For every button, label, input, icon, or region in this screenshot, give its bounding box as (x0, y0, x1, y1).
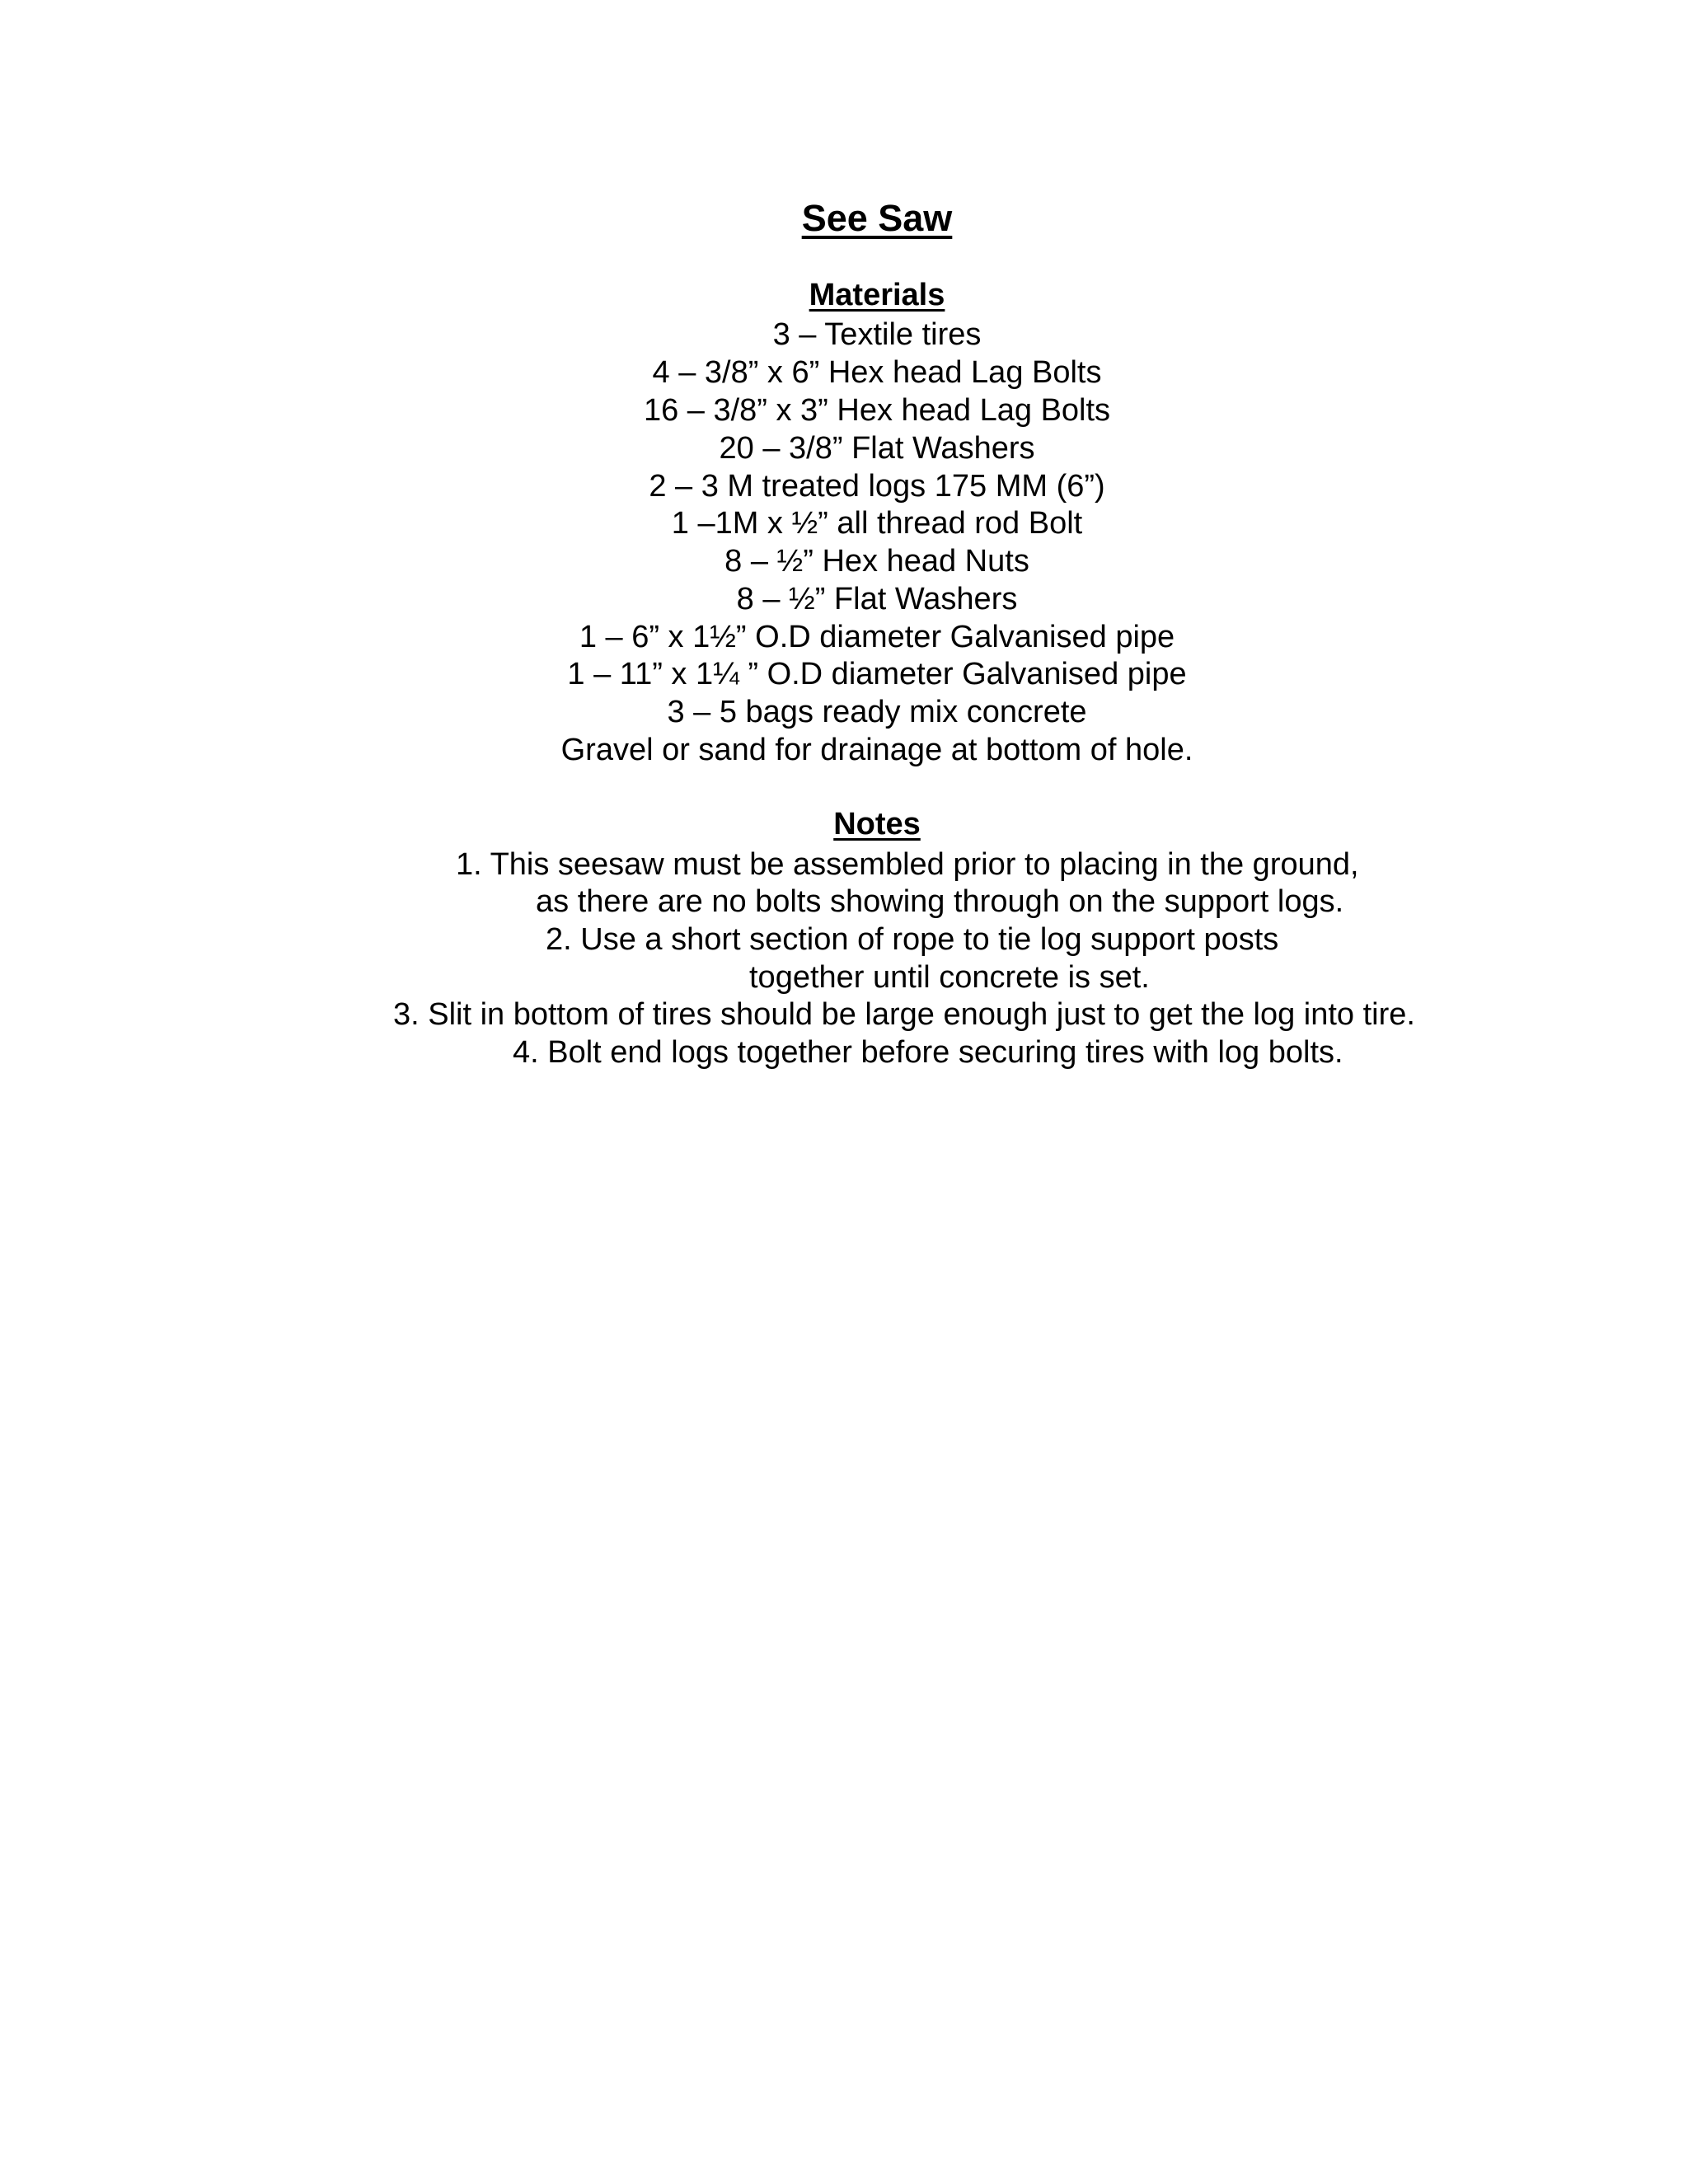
materials-item: 1 –1M x ½” all thread rod Bolt (671, 506, 1083, 541)
materials-heading: Materials (809, 278, 945, 312)
note-line: 1. This seesaw must be assembled prior to placing in the ground, (456, 847, 1359, 882)
note-line: 2. Use a short section of rope to tie log support posts (546, 922, 1279, 957)
document-title: See Saw (801, 197, 953, 239)
note-line: as there are no bolts showing through on the support logs. (536, 884, 1344, 919)
materials-item: 16 – 3/8” x 3” Hex head Lag Bolts (643, 393, 1111, 428)
materials-item: 1 – 6” x 1½” O.D diameter Galvanised pipe (579, 620, 1175, 654)
materials-item: 8 – ½” Hex head Nuts (724, 544, 1029, 579)
note-line: 3. Slit in bottom of tires should be large enough just to get the log into tire. (393, 997, 1415, 1032)
materials-item: 3 – Textile tires (772, 317, 982, 352)
materials-item: 20 – 3/8” Flat Washers (719, 431, 1035, 466)
materials-item: Gravel or sand for drainage at bottom of hole. (560, 733, 1193, 767)
notes-heading: Notes (833, 807, 921, 841)
note-line: together until concrete is set. (749, 960, 1150, 995)
materials-item: 3 – 5 bags ready mix concrete (667, 695, 1087, 729)
note-line: 4. Bolt end logs together before securing tires with log bolts. (513, 1035, 1343, 1070)
materials-item: 1 – 11” x 1¼ ” O.D diameter Galvanised pipe (567, 657, 1187, 691)
materials-item: 2 – 3 M treated logs 175 MM (6”) (649, 469, 1105, 504)
materials-item: 8 – ½” Flat Washers (736, 582, 1018, 616)
materials-item: 4 – 3/8” x 6” Hex head Lag Bolts (652, 355, 1102, 390)
